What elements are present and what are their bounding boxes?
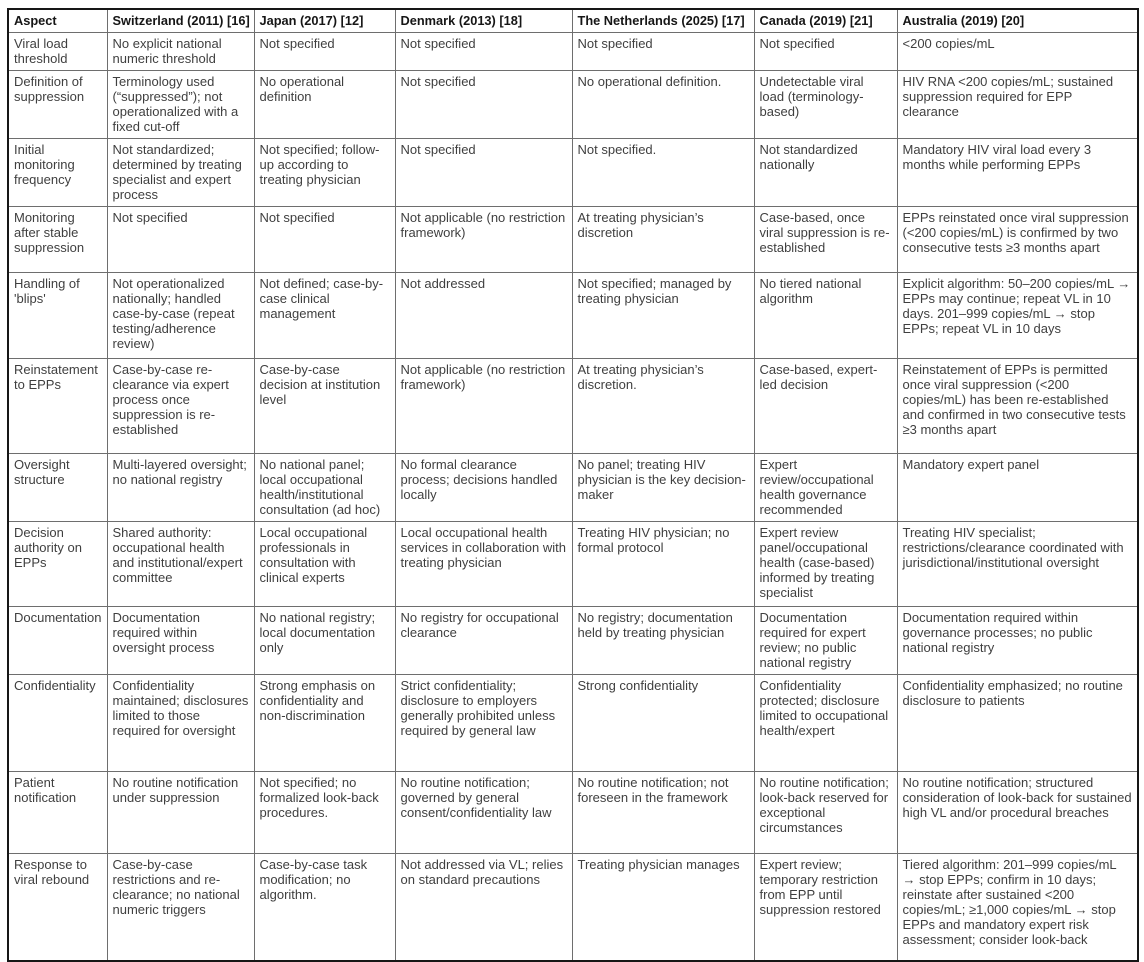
column-header-aspect: Aspect [8, 9, 107, 32]
table-cell: At treating physician’s discretion. [572, 358, 754, 453]
table-cell: Terminology used (“suppressed”); not operationalized with a fixed cut-off [107, 70, 254, 138]
row-aspect-label: Confidentiality [8, 674, 107, 771]
table-cell: Expert review; temporary restriction from EPP until suppression restored [754, 853, 897, 961]
table-row-handling-of-blips [8, 272, 1138, 358]
table-cell: Not addressed [395, 272, 572, 358]
table-cell: Not defined; case-by-case clinical management [254, 272, 395, 358]
table-cell: Not operationalized nationally; handled case-by-case (repeat testing/adherence review) [107, 272, 254, 358]
table-cell: Local occupational health services in collaboration with treating physician [395, 521, 572, 606]
table-row-reinstatement-to-epps [8, 358, 1138, 453]
table-cell: Case-based, expert-led decision [754, 358, 897, 453]
table-cell: Mandatory HIV viral load every 3 months while performing EPPs [897, 138, 1138, 206]
table-cell: Confidentiality maintained; disclosures limited to those required for oversight [107, 674, 254, 771]
row-aspect-label: Reinstatement to EPPs [8, 358, 107, 453]
table-cell: Tiered algorithm: 201–999 copies/mL → stop EPPs; confirm in 10 days; reinstate after sustained <200 copies/mL; ≥1,000 copies/mL → stop EPPs and mandatory expert risk assessment; consider look-back [897, 853, 1138, 961]
table-cell: Not specified; follow-up according to treating physician [254, 138, 395, 206]
table-cell: Case-by-case re-clearance via expert process once suppression is re-established [107, 358, 254, 453]
column-header-netherlands: The Netherlands (2025) [17] [572, 9, 754, 32]
table-cell: No routine notification; not foreseen in the framework [572, 771, 754, 853]
row-aspect-label: Patient notification [8, 771, 107, 853]
table-cell: Not specified [107, 206, 254, 272]
column-header-australia: Australia (2019) [20] [897, 9, 1138, 32]
row-aspect-label: Handling of 'blips' [8, 272, 107, 358]
table-cell: Not addressed via VL; relies on standard precautions [395, 853, 572, 961]
table-cell: Not specified [572, 32, 754, 70]
table-cell: Case-based, once viral suppression is re-established [754, 206, 897, 272]
table-row-response-to-viral-rebound [8, 853, 1138, 961]
table-cell: Not standardized nationally [754, 138, 897, 206]
table-cell: Not applicable (no restriction framework) [395, 358, 572, 453]
table-cell: <200 copies/mL [897, 32, 1138, 70]
column-header-canada: Canada (2019) [21] [754, 9, 897, 32]
row-aspect-label: Oversight structure [8, 453, 107, 521]
table-cell: EPPs reinstated once viral suppression (<200 copies/mL) is confirmed by two consecutive tests ≥3 months apart [897, 206, 1138, 272]
table-cell: No routine notification; governed by general consent/confidentiality law [395, 771, 572, 853]
row-aspect-label: Decision authority on EPPs [8, 521, 107, 606]
table-cell: Undetectable viral load (terminology-based) [754, 70, 897, 138]
table-cell: Expert review/occupational health governance recommended [754, 453, 897, 521]
table-cell: Not specified [254, 32, 395, 70]
table-cell: Mandatory expert panel [897, 453, 1138, 521]
table-cell: Shared authority: occupational health and institutional/expert committee [107, 521, 254, 606]
table-cell: Local occupational professionals in consultation with clinical experts [254, 521, 395, 606]
table-cell: No registry for occupational clearance [395, 606, 572, 674]
row-aspect-label: Viral load threshold [8, 32, 107, 70]
table-cell: Not specified [395, 138, 572, 206]
table-cell: No explicit national numeric threshold [107, 32, 254, 70]
row-aspect-label: Initial monitoring frequency [8, 138, 107, 206]
table-row-monitoring-after-stable-suppression [8, 206, 1138, 272]
table-cell: Treating HIV physician; no formal protocol [572, 521, 754, 606]
table-cell: Documentation required within governance processes; no public national registry [897, 606, 1138, 674]
row-aspect-label: Monitoring after stable suppression [8, 206, 107, 272]
table-cell: Not specified; managed by treating physician [572, 272, 754, 358]
table-row-documentation [8, 606, 1138, 674]
table-cell: No national registry; local documentation only [254, 606, 395, 674]
table-row-definition-of-suppression [8, 70, 1138, 138]
table-row-oversight-structure [8, 453, 1138, 521]
table-cell: Strong emphasis on confidentiality and non-discrimination [254, 674, 395, 771]
table-row-viral-load-threshold [8, 32, 1138, 70]
table-cell: Strict confidentiality; disclosure to employers generally prohibited unless required by general law [395, 674, 572, 771]
row-aspect-label: Documentation [8, 606, 107, 674]
table-cell: Not specified; no formalized look-back procedures. [254, 771, 395, 853]
table-cell: Treating HIV specialist; restrictions/clearance coordinated with jurisdictional/institutional oversight [897, 521, 1138, 606]
table-row-decision-authority-on-epps [8, 521, 1138, 606]
table-cell: Not specified [395, 70, 572, 138]
table-cell: Confidentiality protected; disclosure limited to occupational health/expert [754, 674, 897, 771]
table-row-initial-monitoring-frequency [8, 138, 1138, 206]
table-row-patient-notification [8, 771, 1138, 853]
table-cell: Documentation required within oversight process [107, 606, 254, 674]
table-cell: Reinstatement of EPPs is permitted once viral suppression (<200 copies/mL) has been re-established and confirmed in two consecutive tests ≥3 months apart [897, 358, 1138, 453]
table-cell: No operational definition. [572, 70, 754, 138]
table-cell: Case-by-case task modification; no algorithm. [254, 853, 395, 961]
table-cell: No operational definition [254, 70, 395, 138]
table-cell: No panel; treating HIV physician is the key decision-maker [572, 453, 754, 521]
table-cell: Not specified [395, 32, 572, 70]
table-cell: No tiered national algorithm [754, 272, 897, 358]
column-header-switzerland: Switzerland (2011) [16] [107, 9, 254, 32]
table-cell: Not applicable (no restriction framework) [395, 206, 572, 272]
table-cell: No formal clearance process; decisions handled locally [395, 453, 572, 521]
table-row-confidentiality [8, 674, 1138, 771]
table-cell: Case-by-case decision at institution level [254, 358, 395, 453]
table-cell: No routine notification; structured consideration of look-back for sustained high VL and/or procedural breaches [897, 771, 1138, 853]
column-header-japan: Japan (2017) [12] [254, 9, 395, 32]
table-cell: Expert review panel/occupational health (case-based) informed by treating specialist [754, 521, 897, 606]
table-cell: Treating physician manages [572, 853, 754, 961]
table-header-row [8, 9, 1138, 32]
table-cell: HIV RNA <200 copies/mL; sustained suppression required for EPP clearance [897, 70, 1138, 138]
table-cell: Explicit algorithm: 50–200 copies/mL → EPPs may continue; repeat VL in 10 days. 201–999 copies/mL → stop EPPs; repeat VL in 10 days [897, 272, 1138, 358]
country-comparison-table [7, 8, 1139, 962]
table-cell: Not standardized; determined by treating specialist and expert process [107, 138, 254, 206]
table-cell: Strong confidentiality [572, 674, 754, 771]
table-cell: No national panel; local occupational health/institutional consultation (ad hoc) [254, 453, 395, 521]
table-cell: No registry; documentation held by treating physician [572, 606, 754, 674]
row-aspect-label: Response to viral rebound [8, 853, 107, 961]
table-cell: At treating physician’s discretion [572, 206, 754, 272]
table-cell: No routine notification under suppression [107, 771, 254, 853]
table-cell: Documentation required for expert review; no public national registry [754, 606, 897, 674]
table-cell: No routine notification; look-back reserved for exceptional circumstances [754, 771, 897, 853]
table-cell: Confidentiality emphasized; no routine disclosure to patients [897, 674, 1138, 771]
column-header-denmark: Denmark (2013) [18] [395, 9, 572, 32]
table-cell: Not specified [754, 32, 897, 70]
table-cell: Not specified [254, 206, 395, 272]
table-cell: Multi-layered oversight; no national registry [107, 453, 254, 521]
table-cell: Not specified. [572, 138, 754, 206]
row-aspect-label: Definition of suppression [8, 70, 107, 138]
table-cell: Case-by-case restrictions and re-clearance; no national numeric triggers [107, 853, 254, 961]
